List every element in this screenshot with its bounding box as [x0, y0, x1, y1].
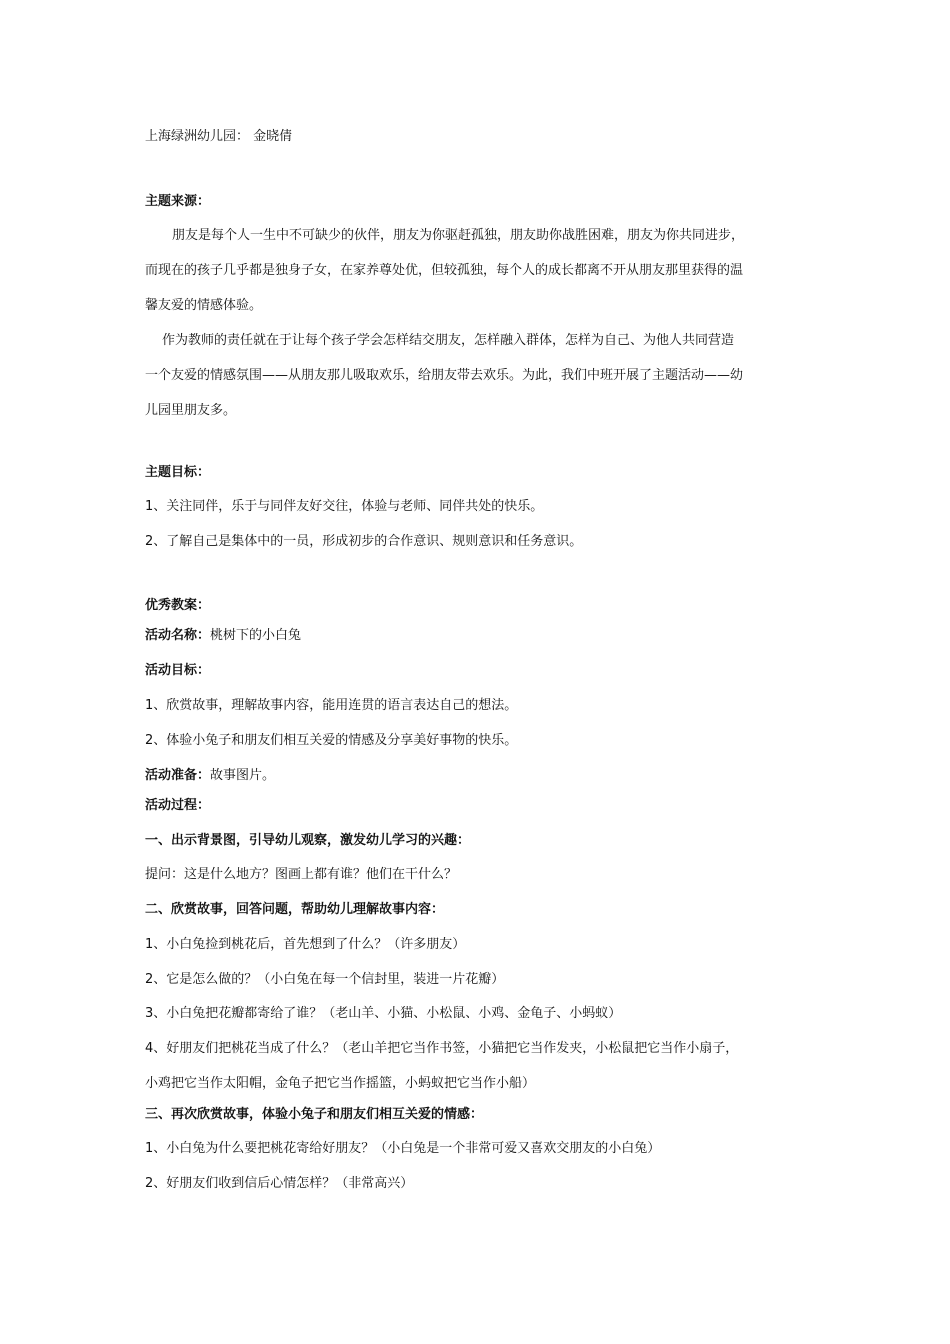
step2-item: 3、小白兔把花瓣都寄给了谁？（老山羊、小猫、小松鼠、小鸡、金龟子、小蚂蚁）: [145, 1006, 622, 1021]
step3-item: 2、好朋友们收到信后心情怎样？（非常高兴）: [145, 1176, 414, 1191]
theme-source-para2-line1: 作为教师的责任就在于让每个孩子学会怎样结交朋友，怎样融入群体，怎样为自己、为他人共同营造: [162, 333, 735, 348]
theme-goals-heading: 主题目标：: [145, 465, 211, 480]
step1-heading: 一、出示背景图，引导幼儿观察，激发幼儿学习的兴趣：: [145, 833, 471, 848]
step2-heading: 二、欣赏故事，回答问题，帮助幼儿理解故事内容：: [145, 902, 445, 917]
step2-item: 2、它是怎么做的？（小白兔在每一个信封里，装进一片花瓣）: [145, 972, 505, 987]
theme-source-para1-line3: 馨友爱的情感体验。: [145, 298, 263, 313]
step3-heading: 三、再次欣赏故事，体验小兔子和朋友们相互关爱的情感：: [145, 1107, 484, 1122]
activity-prep-value: 故事图片。: [210, 768, 276, 783]
step2-item: 1、小白兔捡到桃花后，首先想到了什么？（许多朋友）: [145, 937, 466, 952]
activity-prep: [145, 767, 275, 785]
activity-process-label: 活动过程：: [145, 798, 211, 813]
theme-source-heading: 主题来源：: [145, 194, 211, 209]
activity-goals-label: 活动目标：: [145, 663, 211, 678]
step3-item: 1、小白兔为什么要把桃花寄给好朋友？（小白兔是一个非常可爱又喜欢交朋友的小白兔）: [145, 1141, 661, 1156]
theme-source-para1-line1: 朋友是每个人一生中不可缺少的伙伴，朋友为你驱赶孤独，朋友助你战胜困难，朋友为你共同进步，: [172, 228, 745, 243]
theme-source-para2-line3: 儿园里朋友多。: [145, 403, 237, 418]
activity-name-value: 桃树下的小白兔: [210, 628, 302, 643]
theme-source-para2-line2: 一个友爱的情感氛围——从朋友那儿吸取欢乐，给朋友带去欢乐。为此，我们中班开展了主题活动——幼: [145, 368, 744, 383]
step2-item: 4、好朋友们把桃花当成了什么？（老山羊把它当作书签，小猫把它当作发夹，小松鼠把它当作小扇子，: [145, 1041, 739, 1056]
author-line: 上海绿洲幼儿园： 金晓倩: [145, 129, 293, 144]
step2-item: 小鸡把它当作太阳帽，金龟子把它当作摇篮，小蚂蚁把它当作小船）: [145, 1076, 536, 1091]
theme-source-para1-line2: 而现在的孩子几乎都是独身子女，在家养尊处优，但较孤独，每个人的成长都离不开从朋友那里获得的温: [145, 263, 744, 278]
activity-goal-item: 2、体验小兔子和朋友们相互关爱的情感及分享美好事物的快乐。: [145, 733, 518, 748]
theme-goal-item: 1、关注同伴，乐于与同伴友好交往，体验与老师、同伴共处的快乐。: [145, 499, 544, 514]
theme-goal-item: 2、了解自己是集体中的一员，形成初步的合作意识、规则意识和任务意识。: [145, 534, 583, 549]
activity-goal-item: 1、欣赏故事，理解故事内容，能用连贯的语言表达自己的想法。: [145, 698, 518, 713]
lesson-heading: 优秀教案：: [145, 598, 211, 613]
activity-prep-label: 活动准备：: [145, 768, 211, 783]
step1-text: 提问：这是什么地方？图画上都有谁？他们在干什么？: [145, 867, 458, 882]
activity-name: [145, 627, 301, 645]
activity-name-label: 活动名称：: [145, 628, 211, 643]
